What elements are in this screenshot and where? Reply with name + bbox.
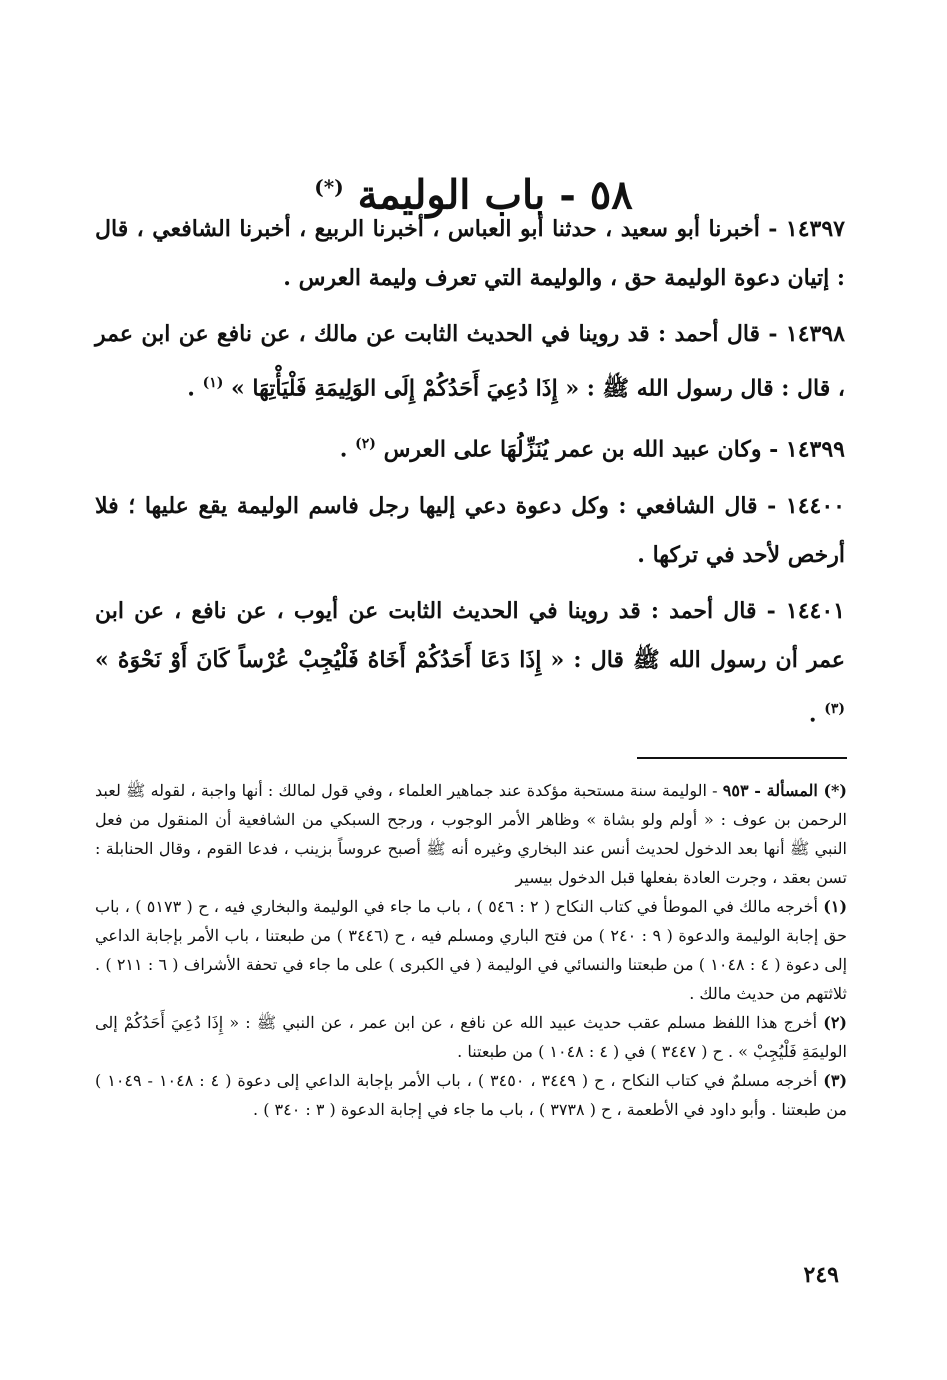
footnotes xyxy=(95,776,847,1124)
hadith-text: - قال أحمد : قد روينا في الحديث الثابت عن أيوب ، عن نافع ، عن ابن عمر أن رسول الله ﷺ قال : « إِذَا دَعَا أَحَدُكُمْ أَخَاهُ فَلْيُجِبْ عُرْساً كَانَ أَوْ نَحْوَهُ » xyxy=(95,597,845,673)
hadith-text: - أخبرنا أبو سعيد ، حدثنا أبو العباس ، أخبرنا الربيع ، أخبرنا الشافعي ، قال : إتيان دعوة الوليمة حق ، والوليمة التي تعرف وليمة العرس . xyxy=(95,216,845,291)
footnote-label: (٣) xyxy=(823,1071,848,1090)
footnote-item xyxy=(95,776,847,892)
footnote-reference: (٣) xyxy=(824,700,845,717)
chapter-title-marker: (*) xyxy=(314,174,344,199)
chapter-title-text: ٥٨ - باب الوليمة xyxy=(357,171,633,219)
hadith-number: ١٤٤٠٠ xyxy=(785,492,845,519)
footnote-reference: (٢) xyxy=(355,436,376,453)
hadith-paragraph xyxy=(95,420,845,474)
footnote-item xyxy=(95,892,847,1008)
footnote-text: - الوليمة سنة مستحبة مؤكدة عند جماهير العلماء ، وفي قول لمالك : أنها واجبة ، لقوله ﷺ لعبد الرحمن بن عوف : « أولم ولو بشاة » وظاهر الأمر الوجوب ، ورجح السبكي من الشافعية أن المنقول من فعل النبي ﷺ أنها بعد الدخول لحديث أنس عند البخاري وغيره أنه ﷺ أصبح عروساً بزينب ، فدعا القوم ، وقال الحنابلة : تسن بعقد ، وجرت العادة بفعلها قبل الدخول بيسير xyxy=(95,781,847,887)
footnote-reference: (١) xyxy=(202,375,224,391)
hadith-text: - قال أحمد : قد روينا في الحديث الثابت عن مالك ، عن نافع عن ابن عمر ، قال : قال رسول الله ﷺ : « إِذَا دُعِيَ أَحَدُكُمْ إِلَى الوَلِيمَةِ فَلْيَأْتِهَا » xyxy=(95,321,845,402)
footnote-text: أخرج هذا اللفظ مسلم عقب حديث عبيد الله عن نافع ، عن ابن عمر ، عن النبي ﷺ : « إِذَا دُعِيَ أَحَدُكُمْ إلى الوليمَةِ فَلْيُجِبْ » . ح ( ٣٤٤٧ ) في ( ٤ : ١٠٤٨ ) من طبعتنا . xyxy=(95,1013,847,1061)
main-text xyxy=(95,205,845,746)
footnote-item xyxy=(95,1008,847,1066)
footnote-label: (١) xyxy=(823,897,848,916)
footnote-text: أخرجه مسلمٌ في كتاب النكاح ، ح ( ٣٤٤٩ ، ٣٤٥٠ ) ، باب الأمر بإجابة الداعي إلى دعوة ( ٤ : ١٠٤٨ - ١٠٤٩ ) من طبعتنا . وأبو داود في الأطعمة ، ح ( ٣٧٣٨ ) ، باب ما جاء في إجابة الدعوة ( ٣ : ٣٤٠ ) . xyxy=(95,1071,847,1119)
hadith-text: - قال الشافعي : وكل دعوة دعي إليها رجل فاسم الوليمة يقع عليها ؛ فلا أرخص لأحد في تركها . xyxy=(95,492,845,568)
footnote-label: (*) المسألة - ٩٥٣ xyxy=(722,781,847,800)
footnote-label: (٢) xyxy=(823,1013,847,1032)
hadith-tail: . xyxy=(808,700,825,727)
hadith-number: ١٤٤٠١ xyxy=(785,597,845,624)
hadith-tail: . xyxy=(339,436,356,463)
hadith-paragraph xyxy=(95,482,845,580)
hadith-text: - وكان عبيد الله بن عمر يُنَزِّلُهَا على العرس xyxy=(383,436,786,463)
hadith-number: ١٤٣٩٩ xyxy=(785,436,845,463)
hadith-paragraph xyxy=(95,205,845,303)
hadith-number: ١٤٣٩٨ xyxy=(785,321,845,347)
footnote-item xyxy=(95,1066,847,1124)
hadith-tail: . xyxy=(187,375,203,402)
hadith-number: ١٤٣٩٧ xyxy=(785,216,845,242)
hadith-paragraph xyxy=(95,587,845,739)
hadith-paragraph xyxy=(95,310,845,413)
footnote-text: أخرجه مالك في الموطأ في كتاب النكاح ( ٢ : ٥٤٦ ) ، باب ما جاء في الوليمة والبخاري فيه ، ح ( ٥١٧٣ ) ، باب حق إجابة الوليمة والدعوة ( ٩ : ٢٤٠ ) من فتح الباري ومسلم فيه ، ح (٣٤٤٦ ) من طبعتنا ، باب الأمر بإجابة الداعي إلى دعوة ( ٤ : ١٠٤٨ ) من طبعتنا والنسائي في الوليمة ( في الكبرى ) على ما جاء في تحفة الأشراف ( ٦ : ٢١١ ) . ثلاثتهم من حديث مالك . xyxy=(95,897,848,1003)
page-number: ٢٤٩ xyxy=(803,1262,839,1288)
footnote-separator xyxy=(637,757,847,759)
